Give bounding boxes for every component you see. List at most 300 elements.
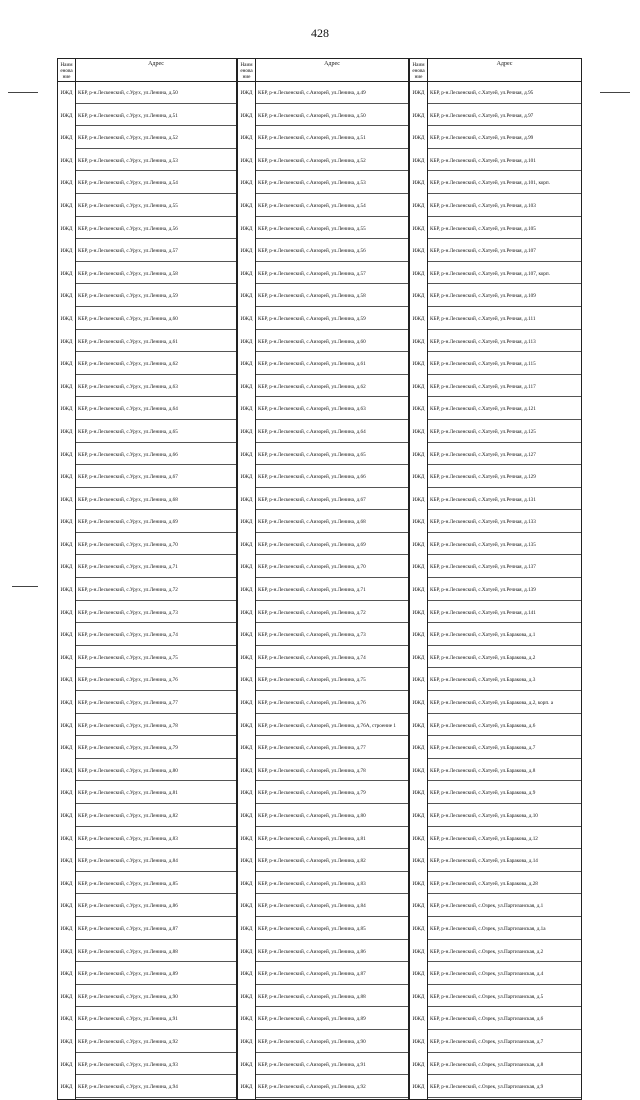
row-address: КБР, р-н.Лескенский, с.Аизорей, ул.Ленина, д.49 [258,90,366,96]
table-row [410,760,581,783]
table-column-2 [237,58,409,1100]
row-type: ИЖД [58,963,76,986]
row-address: КБР, р-н.Лескенский, с.Озрек, ул.Партизанская, д.4 [430,971,544,978]
table-row [410,1008,581,1031]
table-row [58,308,236,331]
row-type: ИЖД [410,895,428,918]
row-divider [256,554,408,555]
row-type: ИЖД [410,240,428,263]
row-divider [256,193,408,194]
row-address: КБР, р-н.Лескенский, с.Урух, ул.Ленина, д.89 [78,971,178,978]
row-type: ИЖД [238,760,256,783]
table-row [58,579,236,602]
table-row [410,534,581,557]
row-address: КБР, р-н.Лескенский, с.Аизорей, ул.Ленина, д.89 [258,1016,366,1023]
row-address: КБР, р-н.Лескенский, с.Аизорей, ул.Ленина, д.83 [258,880,366,887]
table-row [58,624,236,647]
row-type: ИЖД [238,82,256,105]
row-type: ИЖД [58,172,76,195]
row-type: ИЖД [238,602,256,625]
row-divider [256,984,408,985]
table-row [410,669,581,692]
row-divider [428,645,581,646]
row-divider [76,780,236,781]
row-address: КБР, р-н.Лескенский, с.Аизорей, ул.Ленина, д.85 [258,925,366,932]
table-row [58,466,236,489]
row-type: ИЖД [410,556,428,579]
row-address: КБР, р-н.Лескенский, с.Урух, ул.Ленина, д.83 [78,835,178,842]
row-address: КБР, р-н.Лескенский, с.Аизорей, ул.Ленина, д.56 [258,248,366,255]
table-row [58,963,236,986]
row-divider [76,939,236,940]
row-type: ИЖД [410,1054,428,1077]
row-type: ИЖД [410,308,428,331]
row-address: КБР, р-н.Лескенский, с.Аизорей, ул.Ленина, д.72 [258,609,366,616]
row-type: ИЖД [410,963,428,986]
row-type: ИЖД [410,873,428,896]
row-divider [256,442,408,443]
row-address: КБР, р-н.Лескенский, с.Хатуей, ул.Речная, д.107 [430,248,536,255]
row-address: КБР, р-н.Лескенский, с.Урух, ул.Ленина, д.60 [78,315,178,322]
row-type: ИЖД [238,556,256,579]
table-row [410,218,581,241]
table-header [238,59,408,82]
row-divider [428,329,581,330]
table-row [58,873,236,896]
row-address: КБР, р-н.Лескенский, с.Аизорей, ул.Ленина, д.61 [258,361,366,368]
row-address: КБР, р-н.Лескенский, с.Хатуей, ул.Баракова, д.10 [430,813,538,819]
row-divider [428,826,581,827]
table-row [238,331,408,354]
row-address: КБР, р-н.Лескенский, с.Аизорей, ул.Ленина, д.86 [258,948,366,955]
row-address: КБР, р-н.Лескенский, с.Хатуей, ул.Баракова, д.3 [430,677,536,684]
row-address: КБР, р-н.Лескенский, с.Аизорей, ул.Ленина, д.62 [258,383,366,390]
row-address: КБР, р-н.Лескенский, с.Урух, ул.Ленина, д.84 [78,858,178,865]
row-divider [256,1029,408,1030]
table-row [238,353,408,376]
table-row [410,986,581,1009]
table-row [238,963,408,986]
row-address: КБР, р-н.Лескенский, с.Хатуей, ул.Баракова, д.14 [430,858,538,865]
row-type: ИЖД [58,534,76,557]
row-type: ИЖД [58,1076,76,1099]
table-row [410,421,581,444]
table-row [238,805,408,828]
row-address: КБР, р-н.Лескенский, с.Озрек, ул.Партизанская, д.6 [430,1016,544,1023]
row-divider [76,125,236,126]
row-type: ИЖД [238,218,256,241]
row-address: КБР, р-н.Лескенский, с.Урух, ул.Ленина, д.62 [78,361,178,368]
table-row [410,1031,581,1054]
row-type: ИЖД [58,466,76,489]
table-row [58,444,236,467]
table-header [58,59,236,82]
table-row [58,331,236,354]
row-type: ИЖД [238,398,256,421]
row-divider [256,577,408,578]
table-row [410,602,581,625]
row-type: ИЖД [238,850,256,873]
margin-mark [600,92,630,93]
row-type: ИЖД [410,850,428,873]
row-type: ИЖД [238,715,256,738]
row-address: КБР, р-н.Лескенский, с.Урух, ул.Ленина, д.67 [78,474,178,481]
row-type: ИЖД [410,669,428,692]
table-row [58,760,236,783]
row-address: КБР, р-н.Лескенский, с.Аизорей, ул.Ленина, д.60 [258,338,366,345]
table-row [238,1054,408,1077]
row-divider [256,261,408,262]
row-divider [428,374,581,375]
table-row [58,511,236,534]
row-type: ИЖД [58,556,76,579]
row-address: КБР, р-н.Лескенский, с.Хатуей, ул.Речная, д.125 [430,428,536,435]
row-divider [428,758,581,759]
row-divider [76,690,236,691]
row-address: КБР, р-н.Лескенский, с.Аизорей, ул.Ленина, д.78 [258,767,366,774]
table-row [238,444,408,467]
row-type: ИЖД [238,941,256,964]
table-row [238,218,408,241]
row-address: КБР, р-н.Лескенский, с.Озрек, ул.Партизанская, д.2 [430,948,544,955]
row-divider [76,916,236,917]
row-address: КБР, р-н.Лескенский, с.Урух, ул.Ленина, д.55 [78,202,178,209]
row-address: КБР, р-н.Лескенский, с.Хатуей, ул.Речная, д.111 [430,315,536,322]
table-row [238,150,408,173]
row-type: ИЖД [238,647,256,670]
row-divider [76,848,236,849]
row-type: ИЖД [58,150,76,173]
row-divider [256,306,408,307]
row-divider [76,374,236,375]
row-type: ИЖД [238,376,256,399]
table-row [58,218,236,241]
row-address: КБР, р-н.Лескенский, с.Аизорей, ул.Ленина, д.59 [258,315,366,322]
row-type: ИЖД [238,828,256,851]
row-type: ИЖД [410,511,428,534]
row-address: КБР, р-н.Лескенский, с.Аизорей, ул.Ленина, д.88 [258,993,366,1000]
table-row [410,918,581,941]
row-address: КБР, р-н.Лескенский, с.Урух, ул.Ленина, д.94 [78,1084,178,1091]
row-address: КБР, р-н.Лескенский, с.Хатуей, ул.Речная, д.137 [430,564,536,571]
row-type: ИЖД [238,285,256,308]
row-divider [428,554,581,555]
row-type: ИЖД [238,105,256,128]
row-type: ИЖД [58,873,76,896]
row-type: ИЖД [410,986,428,1009]
table-row [238,172,408,195]
row-type: ИЖД [238,1076,256,1099]
row-type: ИЖД [410,760,428,783]
row-divider [428,803,581,804]
table-row [58,127,236,150]
row-type: ИЖД [410,466,428,489]
row-divider [256,622,408,623]
table-row [238,850,408,873]
header-address: Адрес [496,61,513,67]
row-address: КБР, р-н.Лескенский, с.Аизорей, ул.Ленина, д.68 [258,519,366,526]
row-divider [256,645,408,646]
row-address: КБР, р-н.Лескенский, с.Хатуей, ул.Речная, д.139 [430,587,536,594]
row-address: КБР, р-н.Лескенский, с.Урух, ул.Ленина, д.68 [78,496,178,503]
table-row [410,828,581,851]
table-row [58,82,236,105]
table-row [410,308,581,331]
row-type: ИЖД [58,669,76,692]
row-divider [428,464,581,465]
table-row [58,895,236,918]
table-row [238,669,408,692]
row-divider [256,148,408,149]
table-row [58,398,236,421]
row-divider [428,667,581,668]
table-row [238,398,408,421]
row-address: КБР, р-н.Лескенский, с.Урух, ул.Ленина, д.52 [78,135,178,142]
row-divider [76,1097,236,1098]
row-address: КБР, р-н.Лескенский, с.Хатуей, ул.Речная, д.103 [430,202,536,209]
table-row [238,105,408,128]
table-row [410,195,581,218]
row-type: ИЖД [58,895,76,918]
row-address: КБР, р-н.Лескенский, с.Аизорей, ул.Ленина, д.76 [258,700,366,707]
row-divider [256,735,408,736]
row-address: КБР, р-н.Лескенский, с.Озрек, ул.Партизанская, д.1 [430,903,544,910]
row-divider [428,306,581,307]
row-address: КБР, р-н.Лескенский, с.Хатуей, ул.Речная, д.101, корп. [430,180,550,187]
row-type: ИЖД [58,828,76,851]
table-row [58,828,236,851]
row-divider [76,283,236,284]
row-type: ИЖД [238,986,256,1009]
table-row [58,195,236,218]
row-address: КБР, р-н.Лескенский, с.Урух, ул.Ленина, д.56 [78,225,178,232]
row-type: ИЖД [58,692,76,715]
table-row [238,489,408,512]
row-type: ИЖД [410,444,428,467]
row-type: ИЖД [58,1008,76,1031]
row-type: ИЖД [58,805,76,828]
row-type: ИЖД [58,331,76,354]
row-address: КБР, р-н.Лескенский, с.Аизорей, ул.Ленина, д.82 [258,858,366,865]
row-type: ИЖД [238,263,256,286]
row-divider [76,419,236,420]
row-divider [428,442,581,443]
row-divider [256,283,408,284]
row-address: КБР, р-н.Лескенский, с.Аизорей, ул.Ленина, д.65 [258,451,366,458]
row-divider [428,261,581,262]
row-type: ИЖД [238,1031,256,1054]
row-type: ИЖД [238,240,256,263]
table-row [238,737,408,760]
row-type: ИЖД [410,398,428,421]
row-divider [76,170,236,171]
table-row [410,376,581,399]
row-address: КБР, р-н.Лескенский, с.Аизорей, ул.Ленина, д.77 [258,745,366,752]
table-row [58,421,236,444]
table-row [58,240,236,263]
row-address: КБР, р-н.Лескенский, с.Аизорей, ул.Ленина, д.55 [258,225,366,232]
table-row [58,941,236,964]
row-type: ИЖД [238,918,256,941]
table-row [238,941,408,964]
row-address: КБР, р-н.Лескенский, с.Урух, ул.Ленина, д.61 [78,338,178,345]
row-divider [76,758,236,759]
row-type: ИЖД [58,918,76,941]
row-divider [76,826,236,827]
row-type: ИЖД [58,82,76,105]
row-divider [76,509,236,510]
row-type: ИЖД [58,308,76,331]
row-divider [256,758,408,759]
row-address: КБР, р-н.Лескенский, с.Аизорей, ул.Ленина, д.70 [258,564,366,571]
row-divider [76,193,236,194]
table-row [58,692,236,715]
row-address: КБР, р-н.Лескенский, с.Урух, ул.Ленина, д.91 [78,1016,178,1023]
row-type: ИЖД [238,466,256,489]
row-type: ИЖД [238,737,256,760]
row-type: ИЖД [58,760,76,783]
table-row [410,715,581,738]
table-row [58,1031,236,1054]
row-divider [76,103,236,104]
table-row [238,579,408,602]
row-type: ИЖД [238,195,256,218]
table-row [410,1054,581,1077]
row-address: КБР, р-н.Лескенский, с.Урух, ул.Ленина, д.93 [78,1061,178,1068]
row-address: КБР, р-н.Лескенский, с.Хатуей, ул.Речная, д.105 [430,225,536,232]
row-address: КБР, р-н.Лескенский, с.Аизорей, ул.Ленина, д.87 [258,971,366,978]
table-row [238,895,408,918]
row-type: ИЖД [58,737,76,760]
row-divider [76,148,236,149]
row-type: ИЖД [410,828,428,851]
row-address: КБР, р-н.Лескенский, с.Урух, ул.Ленина, д.53 [78,157,178,164]
row-divider [256,848,408,849]
table-row [410,941,581,964]
row-divider [428,1097,581,1098]
table-row [238,602,408,625]
row-type: ИЖД [58,602,76,625]
row-address: КБР, р-н.Лескенский, с.Аизорей, ул.Ленина, д.63 [258,406,366,413]
row-type: ИЖД [238,421,256,444]
table-column-1 [57,58,237,1100]
table-row [58,1076,236,1099]
row-type: ИЖД [410,805,428,828]
row-divider [428,600,581,601]
table-row [58,556,236,579]
row-divider [428,871,581,872]
row-divider [428,1074,581,1075]
row-type: ИЖД [238,511,256,534]
row-address: КБР, р-н.Лескенский, с.Аизорей, ул.Ленина, д.81 [258,835,366,842]
row-divider [76,1029,236,1030]
table-row [58,105,236,128]
row-divider [428,238,581,239]
row-type: ИЖД [238,331,256,354]
row-type: ИЖД [58,715,76,738]
table-row [238,534,408,557]
margin-mark [12,586,38,587]
row-address: КБР, р-н.Лескенский, с.Урух, ул.Ленина, д.82 [78,813,178,819]
row-type: ИЖД [410,489,428,512]
row-address: КБР, р-н.Лескенский, с.Урух, ул.Ленина, д.69 [78,519,178,526]
row-divider [76,577,236,578]
row-divider [256,667,408,668]
row-address: КБР, р-н.Лескенский, с.Хатуей, ул.Речная, д.117 [430,383,536,390]
row-divider [428,396,581,397]
row-divider [428,984,581,985]
row-address: КБР, р-н.Лескенский, с.Урух, ул.Ленина, д.92 [78,1038,178,1045]
table-row [58,150,236,173]
row-divider [428,713,581,714]
row-address: КБР, р-н.Лескенский, с.Аизорей, ул.Ленина, д.74 [258,654,366,661]
header-type: Наим енова ние [410,59,428,81]
row-address: КБР, р-н.Лескенский, с.Хатуей, ул.Речная, д.121 [430,406,536,413]
table-row [58,850,236,873]
row-divider [256,487,408,488]
row-divider [256,826,408,827]
page-number: 428 [311,26,329,40]
row-type: ИЖД [410,782,428,805]
row-address: КБР, р-н.Лескенский, с.Хатуей, ул.Речная, д.101 [430,157,536,164]
row-type: ИЖД [238,624,256,647]
row-address: КБР, р-н.Лескенский, с.Озрек, ул.Партизанская, д.9 [430,1084,544,1091]
row-divider [428,148,581,149]
row-address: КБР, р-н.Лескенский, с.Аизорей, ул.Ленина, д.91 [258,1061,366,1068]
row-address: КБР, р-н.Лескенский, с.Аизорей, ул.Ленина, д.76А, строение 1 [258,722,396,729]
table-row [58,737,236,760]
table-row [58,782,236,805]
table-row [410,285,581,308]
table-row [410,873,581,896]
header-type: Наим енова ние [238,59,256,81]
table-row [238,240,408,263]
row-divider [256,170,408,171]
row-divider [76,961,236,962]
row-address: КБР, р-н.Лескенский, с.Хатуей, ул.Речная, д.141 [430,609,536,616]
row-divider [256,238,408,239]
row-address: КБР, р-н.Лескенский, с.Урух, ул.Ленина, д.79 [78,745,178,752]
row-divider [256,871,408,872]
table-row [238,82,408,105]
row-type: ИЖД [410,172,428,195]
table-row [58,986,236,1009]
row-divider [76,1074,236,1075]
row-divider [428,780,581,781]
row-type: ИЖД [410,353,428,376]
row-address: КБР, р-н.Лескенский, с.Урух, ул.Ленина, д.77 [78,700,178,707]
row-divider [428,419,581,420]
row-divider [428,622,581,623]
table-header [410,59,581,82]
row-divider [428,509,581,510]
row-address: КБР, р-н.Лескенский, с.Урух, ул.Ленина, д.71 [78,564,178,571]
row-address: КБР, р-н.Лескенский, с.Хатуей, ул.Речная, д.95 [430,90,534,96]
table-row [238,782,408,805]
row-address: КБР, р-н.Лескенский, с.Хатуей, ул.Речная, д.135 [430,541,536,548]
row-divider [256,216,408,217]
row-divider [76,1052,236,1053]
row-address: КБР, р-н.Лескенский, с.Урух, ул.Ленина, д.54 [78,180,178,187]
table-row [238,692,408,715]
table-row [58,918,236,941]
row-divider [256,803,408,804]
row-address: КБР, р-н.Лескенский, с.Урух, ул.Ленина, д.80 [78,767,178,774]
row-type: ИЖД [410,534,428,557]
row-divider [428,532,581,533]
row-divider [76,713,236,714]
table-row [58,805,236,828]
